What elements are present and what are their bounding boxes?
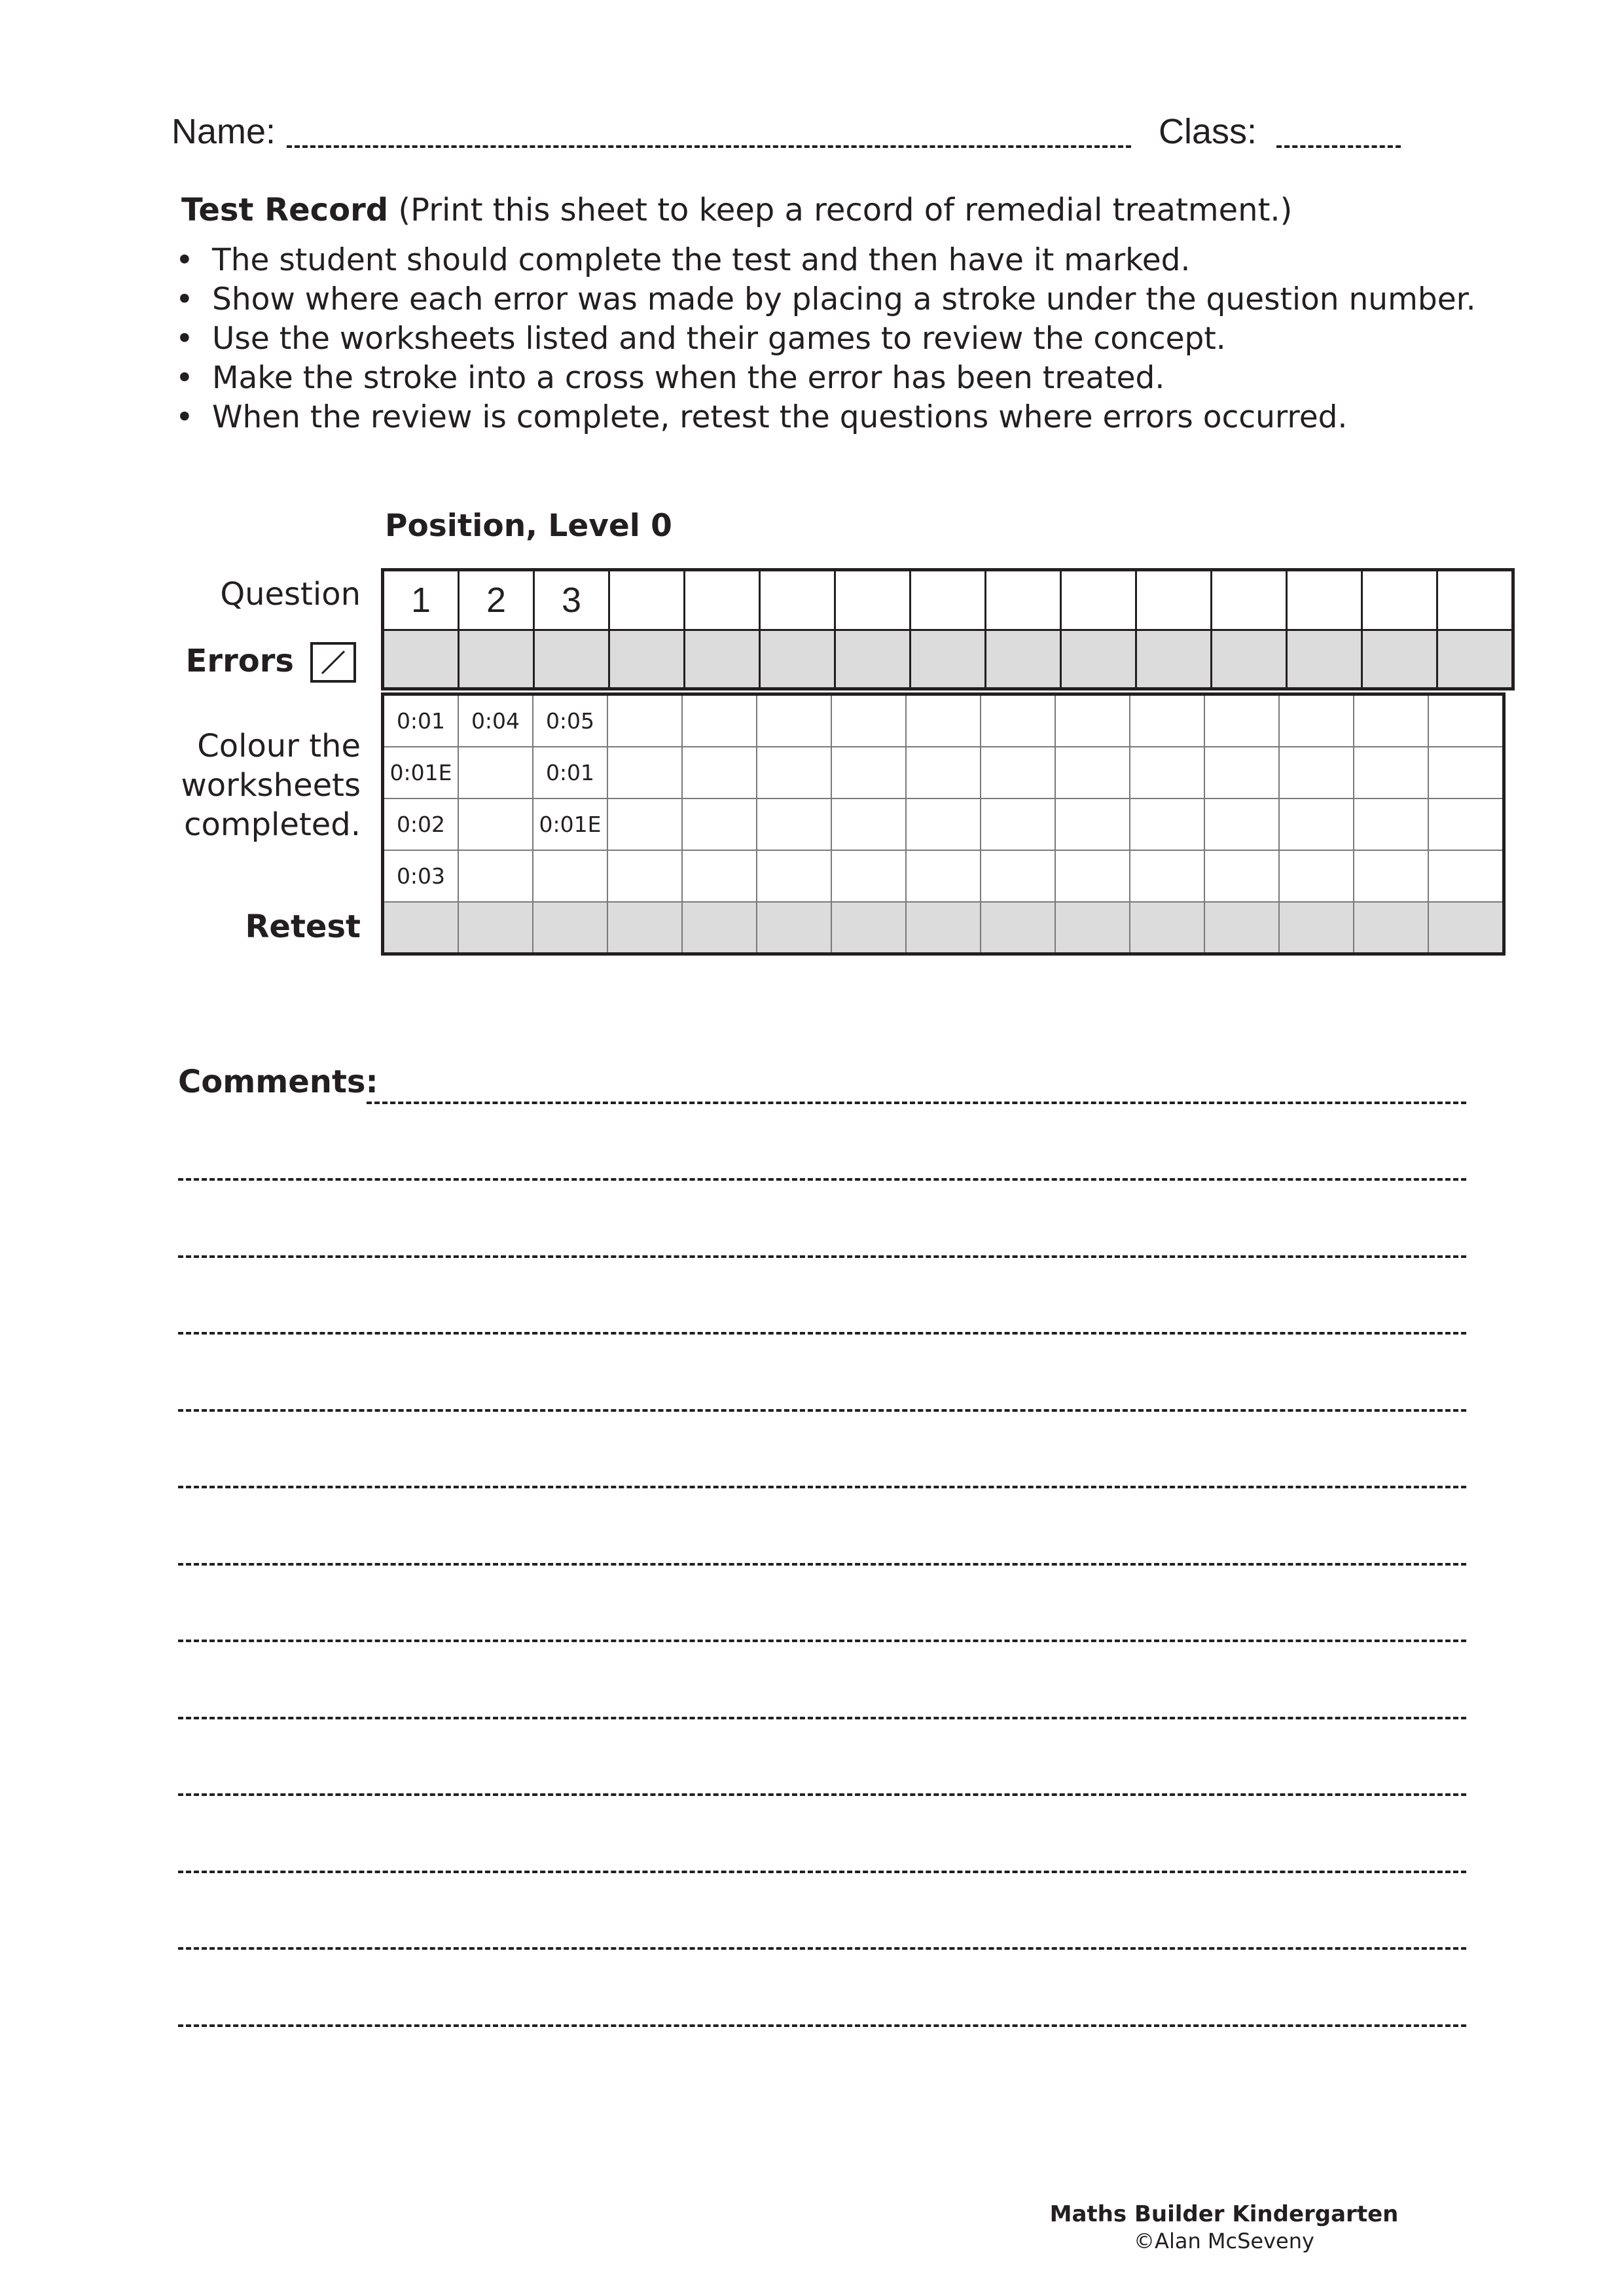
question-number-cell: 2	[459, 570, 534, 630]
comment-line[interactable]	[178, 1947, 1466, 1950]
worksheet-cell[interactable]	[831, 798, 906, 850]
instruction-item: • When the review is complete, retest the questions where errors occurred.	[171, 398, 1476, 437]
error-cell[interactable]	[383, 630, 459, 689]
worksheet-cell[interactable]	[607, 798, 682, 850]
worksheet-cell[interactable]	[981, 798, 1055, 850]
worksheet-cell[interactable]	[682, 747, 757, 798]
worksheet-cell[interactable]	[906, 798, 981, 850]
class-label: Class:	[1159, 112, 1257, 151]
worksheet-cell[interactable]: 0:03	[383, 850, 459, 902]
question-number-cell	[609, 570, 685, 630]
instruction-item: • Make the stroke into a cross when the error has been treated.	[171, 359, 1476, 398]
name-label: Name:	[171, 112, 276, 151]
error-cell[interactable]	[760, 630, 835, 689]
test-record-heading	[181, 192, 1292, 228]
retest-cell[interactable]	[1204, 902, 1279, 954]
worksheet-cell[interactable]: 0:02	[383, 798, 459, 850]
instruction-item: • The student should complete the test and then have it marked.	[171, 241, 1476, 280]
comment-line[interactable]	[178, 1640, 1466, 1642]
worksheet-cell[interactable]	[906, 850, 981, 902]
worksheet-cell[interactable]	[533, 850, 607, 902]
retest-label: Retest	[245, 908, 361, 945]
worksheet-cell[interactable]	[757, 694, 831, 747]
worksheet-cell[interactable]	[1428, 798, 1504, 850]
worksheet-cell[interactable]	[906, 747, 981, 798]
error-cell[interactable]	[609, 630, 685, 689]
question-number-cell: 1	[383, 570, 459, 630]
error-cell[interactable]	[1437, 630, 1513, 689]
worksheet-cell[interactable]	[458, 850, 533, 902]
error-cell[interactable]	[459, 630, 534, 689]
question-number-cell	[1362, 570, 1437, 630]
worksheet-cell[interactable]: 0:01E	[533, 798, 607, 850]
question-number-cell: 3	[534, 570, 609, 630]
worksheet-cell[interactable]	[757, 747, 831, 798]
worksheet-cell[interactable]	[1279, 850, 1354, 902]
worksheet-cell[interactable]	[1428, 747, 1504, 798]
worksheet-cell[interactable]	[1204, 694, 1279, 747]
retest-cell[interactable]	[458, 902, 533, 954]
worksheet-cell[interactable]	[458, 798, 533, 850]
question-number-cell	[760, 570, 835, 630]
worksheet-row	[383, 694, 1504, 747]
error-cell[interactable]	[1061, 630, 1136, 689]
error-cell[interactable]	[1212, 630, 1287, 689]
worksheet-cell[interactable]	[682, 694, 757, 747]
comments-label: Comments:	[178, 1064, 378, 1100]
worksheet-cell[interactable]: 0:04	[458, 694, 533, 747]
question-number-cell	[1212, 570, 1287, 630]
worksheet-cell[interactable]	[682, 850, 757, 902]
retest-cell[interactable]	[906, 902, 981, 954]
question-row	[383, 570, 1513, 630]
footer-title: Maths Builder Kindergarten	[1049, 2201, 1399, 2227]
retest-cell[interactable]	[607, 902, 682, 954]
worksheet-cell[interactable]: 0:05	[533, 694, 607, 747]
worksheet-cell[interactable]	[906, 694, 981, 747]
question-number-cell	[685, 570, 760, 630]
worksheet-cell[interactable]	[757, 798, 831, 850]
worksheet-cell[interactable]: 0:01	[533, 747, 607, 798]
worksheet-cell[interactable]	[757, 850, 831, 902]
retest-cell[interactable]	[757, 902, 831, 954]
comment-line[interactable]	[178, 1178, 1466, 1181]
worksheet-cell[interactable]	[1055, 798, 1130, 850]
worksheet-cell[interactable]	[831, 694, 906, 747]
worksheet-cell[interactable]: 0:01	[383, 694, 459, 747]
error-cell[interactable]	[1287, 630, 1362, 689]
question-number-cell	[986, 570, 1061, 630]
worksheet-cell[interactable]	[607, 850, 682, 902]
comment-line[interactable]	[178, 1486, 1466, 1488]
worksheet-cell[interactable]	[1354, 798, 1428, 850]
worksheet-cell[interactable]	[981, 694, 1055, 747]
worksheet-cell[interactable]	[1130, 747, 1204, 798]
errors-label: Errors	[185, 643, 294, 679]
stroke-icon	[310, 642, 356, 683]
retest-cell[interactable]	[383, 902, 459, 954]
worksheet-cell[interactable]	[1204, 798, 1279, 850]
question-number-cell	[911, 570, 986, 630]
worksheet-cell[interactable]	[682, 798, 757, 850]
question-number-cell	[1136, 570, 1212, 630]
worksheet-cell[interactable]	[607, 694, 682, 747]
worksheet-cell[interactable]	[1279, 798, 1354, 850]
error-cell[interactable]	[685, 630, 760, 689]
question-number-cell	[1437, 570, 1513, 630]
comment-line[interactable]	[178, 1871, 1466, 1873]
retest-cell[interactable]	[1354, 902, 1428, 954]
worksheet-cell[interactable]	[607, 747, 682, 798]
comment-line[interactable]	[178, 1332, 1466, 1335]
instruction-list	[171, 241, 1476, 437]
instruction-item: • Show where each error was made by placing a stroke under the question number.	[171, 280, 1476, 319]
name-line[interactable]	[287, 145, 1131, 148]
worksheet-cell[interactable]	[1279, 694, 1354, 747]
footer-copyright: ©Alan McSeveny	[1134, 2229, 1314, 2253]
errors-row	[383, 630, 1513, 689]
retest-cell[interactable]	[682, 902, 757, 954]
colour-label-line: completed.	[184, 806, 361, 843]
worksheet-cell[interactable]	[1055, 694, 1130, 747]
colour-label-line: worksheets	[181, 767, 361, 804]
worksheet-cell[interactable]	[1055, 850, 1130, 902]
worksheet-cell[interactable]	[1428, 850, 1504, 902]
retest-cell[interactable]	[1428, 902, 1504, 954]
worksheet-cell[interactable]	[981, 747, 1055, 798]
worksheet-table	[381, 692, 1506, 956]
worksheet-cell[interactable]	[831, 747, 906, 798]
error-cell[interactable]	[1136, 630, 1212, 689]
retest-cell[interactable]	[981, 902, 1055, 954]
comment-line[interactable]	[178, 2024, 1466, 2027]
error-cell[interactable]	[1362, 630, 1437, 689]
worksheet-cell[interactable]	[1130, 798, 1204, 850]
question-number-cell	[1061, 570, 1136, 630]
worksheet-cell[interactable]	[1279, 747, 1354, 798]
instruction-item: • Use the worksheets listed and their games to review the concept.	[171, 319, 1476, 359]
comment-line[interactable]	[178, 1793, 1466, 1796]
worksheet-cell[interactable]	[981, 850, 1055, 902]
comment-line[interactable]	[178, 1409, 1466, 1412]
question-error-table	[381, 568, 1515, 691]
worksheet-cell[interactable]	[1130, 850, 1204, 902]
retest-cell[interactable]	[831, 902, 906, 954]
footer	[1021, 2201, 1427, 2253]
worksheet-cell[interactable]	[458, 747, 533, 798]
comment-line[interactable]	[178, 1255, 1466, 1258]
class-line[interactable]	[1276, 145, 1401, 148]
error-cell[interactable]	[534, 630, 609, 689]
retest-cell[interactable]	[533, 902, 607, 954]
worksheet-cell[interactable]	[1354, 850, 1428, 902]
retest-cell[interactable]	[1279, 902, 1354, 954]
error-cell[interactable]	[986, 630, 1061, 689]
worksheet-cell[interactable]: 0:01E	[383, 747, 459, 798]
test-record-title: Test Record	[181, 192, 389, 228]
worksheet-cell[interactable]	[1428, 694, 1504, 747]
retest-cell[interactable]	[1130, 902, 1204, 954]
worksheet-cell[interactable]	[1354, 694, 1428, 747]
worksheet-row	[383, 850, 1504, 902]
worksheet-cell[interactable]	[1204, 747, 1279, 798]
worksheet-row	[383, 747, 1504, 798]
comment-line[interactable]	[367, 1102, 1466, 1104]
retest-cell[interactable]	[1055, 902, 1130, 954]
worksheet-cell[interactable]	[1204, 850, 1279, 902]
worksheet-row	[383, 798, 1504, 850]
question-number-cell	[1287, 570, 1362, 630]
error-cell[interactable]	[835, 630, 911, 689]
retest-row	[383, 902, 1504, 954]
comment-line[interactable]	[178, 1717, 1466, 1719]
grid-title: Position, Level 0	[385, 508, 672, 544]
colour-label-line: Colour the	[197, 728, 361, 764]
worksheet-cell[interactable]	[831, 850, 906, 902]
worksheet-cell[interactable]	[1354, 747, 1428, 798]
colour-worksheets-label	[181, 726, 361, 844]
test-record-subtitle: (Print this sheet to keep a record of remedial treatment.)	[398, 192, 1293, 228]
question-number-cell	[835, 570, 911, 630]
worksheet-cell[interactable]	[1055, 747, 1130, 798]
error-cell[interactable]	[911, 630, 986, 689]
question-label: Question	[220, 576, 361, 613]
comment-line[interactable]	[178, 1563, 1466, 1566]
worksheet-cell[interactable]	[1130, 694, 1204, 747]
